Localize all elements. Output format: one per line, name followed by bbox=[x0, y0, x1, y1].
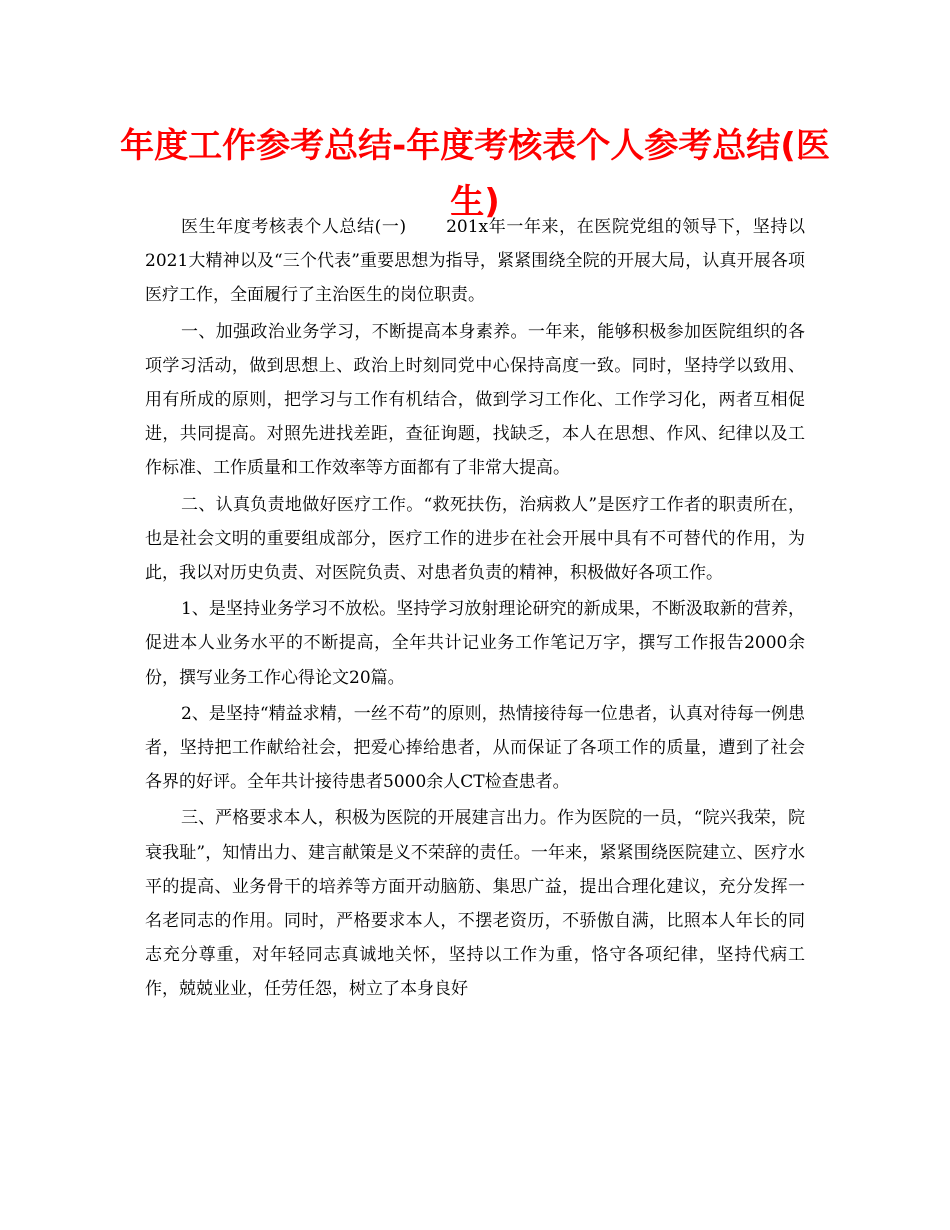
paragraph-2: 二、认真负责地做好医疗工作。“救死扶伤，治病救人”是医疗工作者的职责所在，也是社会文明的重要组成部分，医疗工作的进步在社会开展中具有不可替代的作用，为此，我以对历史负责、对医院负责、对患者负责的精神，积极做好各项工作。 bbox=[145, 494, 805, 584]
paragraph-3: 1、是坚持业务学习不放松。坚持学习放射理论研究的新成果，不断汲取新的营养，促进本人业务水平的不断提高，全年共计记业务工作笔记万字，撰写工作报告2000余份，撰写业务工作心得论文20篇。 bbox=[145, 599, 805, 688]
document-body bbox=[145, 210, 805, 1007]
intro-paragraph bbox=[145, 210, 805, 313]
paragraph-5: 三、严格要求本人，积极为医院的开展建言出力。作为医院的一员，“院兴我荣，院衰我耻”，知情出力、建言献策是义不荣辞的责任。一年来，紧紧围绕医院建立、医疗水平的提高、业务骨干的培养等方面开动脑筋、集思广益，提出合理化建议，充分发挥一名老同志的作用。同时，严格要求本人，不摆老资历，不骄傲自满，比照本人年长的同志充分尊重，对年轻同志真诚地关怀，坚持以工作为重，恪守各项纪律，坚持代病工作，兢兢业业，任劳任怨，树立了本身良好 bbox=[145, 808, 805, 1000]
paragraph-1: 一、加强政治业务学习，不断提高本身素养。一年来，能够积极参加医院组织的各项学习活动，做到思想上、政治上时刻同党中心保持高度一致。同时，坚持学以致用、用有所成的原则，把学习与工作有机结合，做到学习工作化、工作学习化，两者互相促进，共同提高。对照先进找差距，查征询题，找缺乏，本人在思想、作风、纪律以及工作标准、工作质量和工作效率等方面都有了非常大提高。 bbox=[145, 321, 805, 479]
intro-heading: 医生年度考核表个人总结(一) bbox=[181, 217, 407, 237]
document-title: 年度工作参考总结-年度考核表个人参考总结(医生) bbox=[120, 126, 830, 222]
intro-text: 201x年一年来，在医院党组的领导下，坚持以2021大精神以及“三个代表”重要思想为指导，紧紧围绕全院的开展大局，认真开展各项医疗工作，全面履行了主治医生的岗位职责。 bbox=[145, 217, 805, 306]
paragraph-4: 2、是坚持“精益求精，一丝不苟”的原则，热情接待每一位患者，认真对待每一例患者，坚持把工作献给社会，把爱心捧给患者，从而保证了各项工作的质量，遭到了社会各界的好评。全年共计接待患者5000余人CT检查患者。 bbox=[145, 703, 805, 793]
